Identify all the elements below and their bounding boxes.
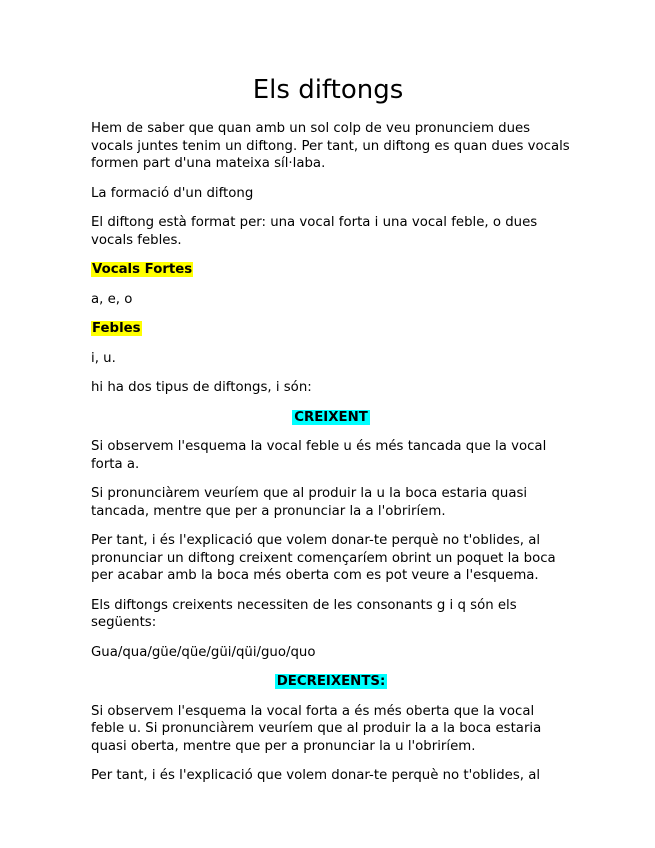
rising-heading: CREIXENT — [294, 409, 368, 425]
weak-vowels-list: i, u. — [91, 350, 116, 366]
rising-paragraph-2: Si pronunciàrem veuríem que al produir la u la boca estaria quasi tancada, mentre que per a pronunciar la a l'obriríem. — [91, 486, 528, 519]
rising-heading-line — [91, 409, 571, 427]
strong-vowels-list: a, e, o — [91, 291, 133, 307]
rising-paragraph-3: Per tant, i és l'explicació que volem donar-te perquè no t'oblides, al pronunciar un diftong creixent començaríem obrint un poquet la boca per acabar amb la boca més oberta com es pot veure a l'esquema. — [91, 533, 556, 583]
rising-examples: Gua/qua/güe/qüe/güi/qüi/guo/quo — [91, 644, 316, 660]
types-intro: hi ha dos tipus de diftongs, i són: — [91, 380, 312, 395]
falling-paragraph-2: Per tant, i és l'explicació que volem donar-te perquè no t'oblides, al — [91, 768, 541, 783]
weak-vowels-heading-line — [91, 320, 571, 338]
formation-label: La formació d'un diftong — [91, 185, 254, 201]
falling-heading-line — [91, 673, 571, 691]
document-body — [91, 120, 571, 797]
rising-paragraph-4: Els diftongs creixents necessiten de les consonants g i q són els següents: — [91, 597, 517, 630]
rising-paragraph-1: Si observem l'esquema la vocal feble u és més tancada que la vocal forta a. — [91, 439, 547, 472]
page-title: Els diftongs — [252, 75, 404, 105]
strong-vowels-heading: Vocals Fortes — [92, 262, 193, 277]
intro-paragraph: Hem de saber que quan amb un sol colp de veu pronunciem dues vocals juntes tenim un diftong. Per tant, un diftong es quan dues vocals formen part d'una mateixa síl·laba. — [91, 121, 570, 171]
weak-vowels-heading: Febles — [92, 321, 141, 336]
formation-paragraph: El diftong està format per: una vocal forta i una vocal feble, o dues vocals febles. — [91, 215, 538, 248]
falling-paragraph-1: Si observem l'esquema la vocal forta a és més oberta que la vocal feble u. Si pronunciàrem veuríem que al produir la a la boca estaria quasi oberta, mentre que per a pronunciar la u l'obriríem. — [91, 703, 542, 754]
falling-heading: DECREIXENTS: — [276, 674, 386, 689]
strong-vowels-heading-line — [91, 261, 571, 279]
